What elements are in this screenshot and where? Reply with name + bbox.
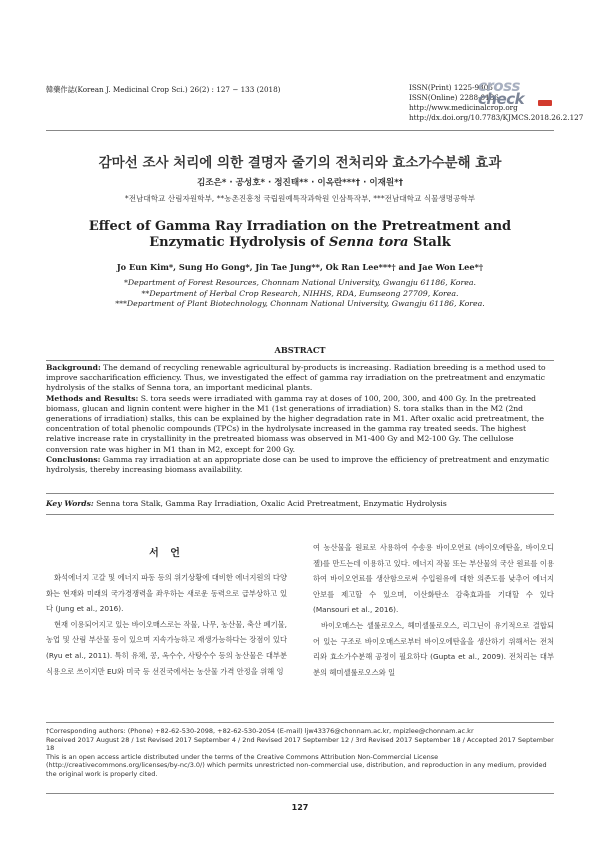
abstract-bottom-rule (46, 493, 554, 494)
footer-rule (46, 793, 554, 794)
intro-right-column (313, 540, 554, 680)
crossmark-logo[interactable] (478, 77, 554, 110)
journal-url[interactable]: http://www.medicinalcrop.org (409, 103, 518, 112)
english-title-line2: Enzymatic Hydrolysis of Senna tora Stalk (149, 235, 451, 250)
abstract-methods: Methods and Results: S. tora seeds were irradiated with gamma ray at doses of 100, 200, 300, and 400 Gy. In the pretreated biomass, glucan and lignin content were higher in the M1 (1st generations of irradiation) S. tora stalks than in the M2 (2nd generations of irradiation) stalks, this can be explained by the higher degradation rate in M1. After oxalic acid pretreatment, the concentration of total phenolic compounds (TPCs) in the hydrolysate increased in the gamma ray treated seeds. The highest relative increase rate in crystallinity in the pretreated biomass was observed in M1-400 Gy and M2-100 Gy. The cellulose conversion rate was higher in M1 than in M2, except for 200 Gy. (46, 393, 544, 454)
abstract-body (46, 363, 554, 475)
keywords: Key Words: Senna tora Stalk, Gamma Ray Irradiation, Oxalic Acid Pretreatment, Enzymatic Hydrolysis (46, 499, 447, 508)
keywords-rule (46, 514, 554, 515)
abstract-conclusions: Conclusions: Gamma ray irradiation at an appropriate dose can be used to improve the efficiency of pretreatment and enzymatic hydrolysis, thereby increasing biomass availability. (46, 454, 549, 475)
doi-link[interactable]: http://dx.doi.org/10.7783/KJMCS.2018.26.2.127 (409, 113, 584, 122)
footnote-rule (46, 722, 554, 723)
issn-print: ISSN(Print) 1225-9306 (409, 83, 493, 92)
intro-heading: 서 언 (149, 548, 184, 559)
journal-citation: 韓藥作誌(Korean J. Medicinal Crop Sci.) 26(2) : 127 − 133 (2018) (46, 85, 281, 94)
affiliation-3: ***Department of Plant Biotechnology, Chonnam National University, Gwangju 61186, Korea. (115, 299, 485, 308)
corresponding-authors: †Corresponding authors: (Phone) +82-62-530-2098, +82-62-530-2054 (E-mail) ljw43376@chonnam.ac.kr, mpizlee@chonnam.ac.kr (46, 727, 474, 735)
korean-affiliations: *전남대학교 산림자원학부, **농촌진흥청 국립원예특작과학원 인삼특작부, ***전남대학교 식물생명공학부 (124, 194, 476, 203)
english-title (0, 219, 600, 251)
english-authors: Jo Eun Kim*, Sung Ho Gong*, Jin Tae Jung**, Ok Ran Lee***† and Jae Won Lee*† (116, 262, 484, 272)
intro-right-p1: 여 농산물을 원료로 사용하여 수송용 바이오연료 (바이오에탄올, 바이오디젤)를 만드는데 이용하고 있다. 에너지 작물 또는 부산물의 국산 원료를 이용하여 바이오연료를 생산함으로써 수입원유에 대한 의존도를 낮추어 에너지 안보를 제고할 수 있으며, 이산화탄소 감축효과를 기대할 수 있다 (Mansouri et al., 2016). (313, 543, 554, 615)
affiliation-2: **Department of Herbal Crop Research, NIHHS, RDA, Eumseong 27709, Korea. (141, 288, 459, 298)
abstract-top-rule (46, 360, 554, 361)
abstract-background: Background: The demand of recycling renewable agricultural by-products is increasing. Radiation breeding is a method used to improve saccharification efficiency. Thus, we investigated the effect of gamma ray irradiation on the pretreatment and enzymatic hydrolysis of the stalks of Senna tora, an important medicinal plants. (46, 363, 546, 393)
intro-left-p1: 화석에너지 고갈 및 에너지 파동 등의 위기상황에 대비한 에너지원의 다양화는 현재와 미래의 국가경쟁력을 좌우하는 새로운 동력으로 급부상하고 있다 (Jung et al., 2016). (46, 573, 287, 614)
korean-title: 감마선 조사 처리에 의한 결명자 줄기의 전처리와 효소가수분해 효과 (98, 155, 502, 171)
affiliation-1: *Department of Forest Resources, Chonnam National University, Gwangju 61186, Korea. (124, 278, 476, 287)
crossmark-badge-icon (538, 100, 552, 106)
footnote (46, 727, 554, 779)
license-note: This is an open access article distributed under the terms of the Creative Commons Attribution Non-Commercial License (http://creativecommons.org/licenses/by-nc/3.0/) which permits unrestricted non-commercial use, distribution, and reproduction in any medium, provided the original work is properly cited. (46, 752, 547, 778)
english-title-line1: Effect of Gamma Ray Irradiation on the Pretreatment and (88, 219, 512, 234)
logo-line1: cross (478, 77, 520, 95)
intro-left-p2: 현재 이용되어지고 있는 바이오매스로는 작물, 나무, 농산물, 축산 폐기물, 농업 및 산림 부산물 등이 있으며 지속가능하고 재생가능하다는 장점이 있다 (Ryu et al., 2011). 특히 유채, 콩, 옥수수, 사탕수수 등의 농산물은 대부분 식용으로 쓰이지만 EU와 미국 등 선진국에서는 농산물 가격 안정을 위해 잉 (46, 619, 287, 676)
abstract-heading: ABSTRACT (274, 345, 326, 355)
header-divider (46, 130, 554, 131)
logo-line2: check (478, 90, 525, 108)
english-affiliations (0, 278, 600, 310)
page-number: 127 (291, 803, 309, 812)
issn-online: ISSN(Online) 2288-0186 (409, 93, 499, 102)
korean-authors: 김조은* · 공성호* · 정진태** · 이옥란***† · 이재원*† (196, 178, 404, 188)
intro-right-p2: 바이오매스는 셀룰로오스, 헤미셀룰로오스, 리그닌이 유기적으로 결합되어 있는 구조로 바이오매스로부터 바이오에탄올을 생산하기 위해서는 전처리와 효소가수분해 공정이 필요하다 (Gupta et al., 2009). 전처리는 대부분의 헤미셀룰로오스와 일 (313, 620, 554, 677)
intro-left-column (46, 570, 287, 679)
received-dates: Received 2017 August 28 / 1st Revised 2017 September 4 / 2nd Revised 2017 September 12 / 3rd Revised 2017 September 18 / Accepted 2017 September 18 (46, 735, 554, 753)
